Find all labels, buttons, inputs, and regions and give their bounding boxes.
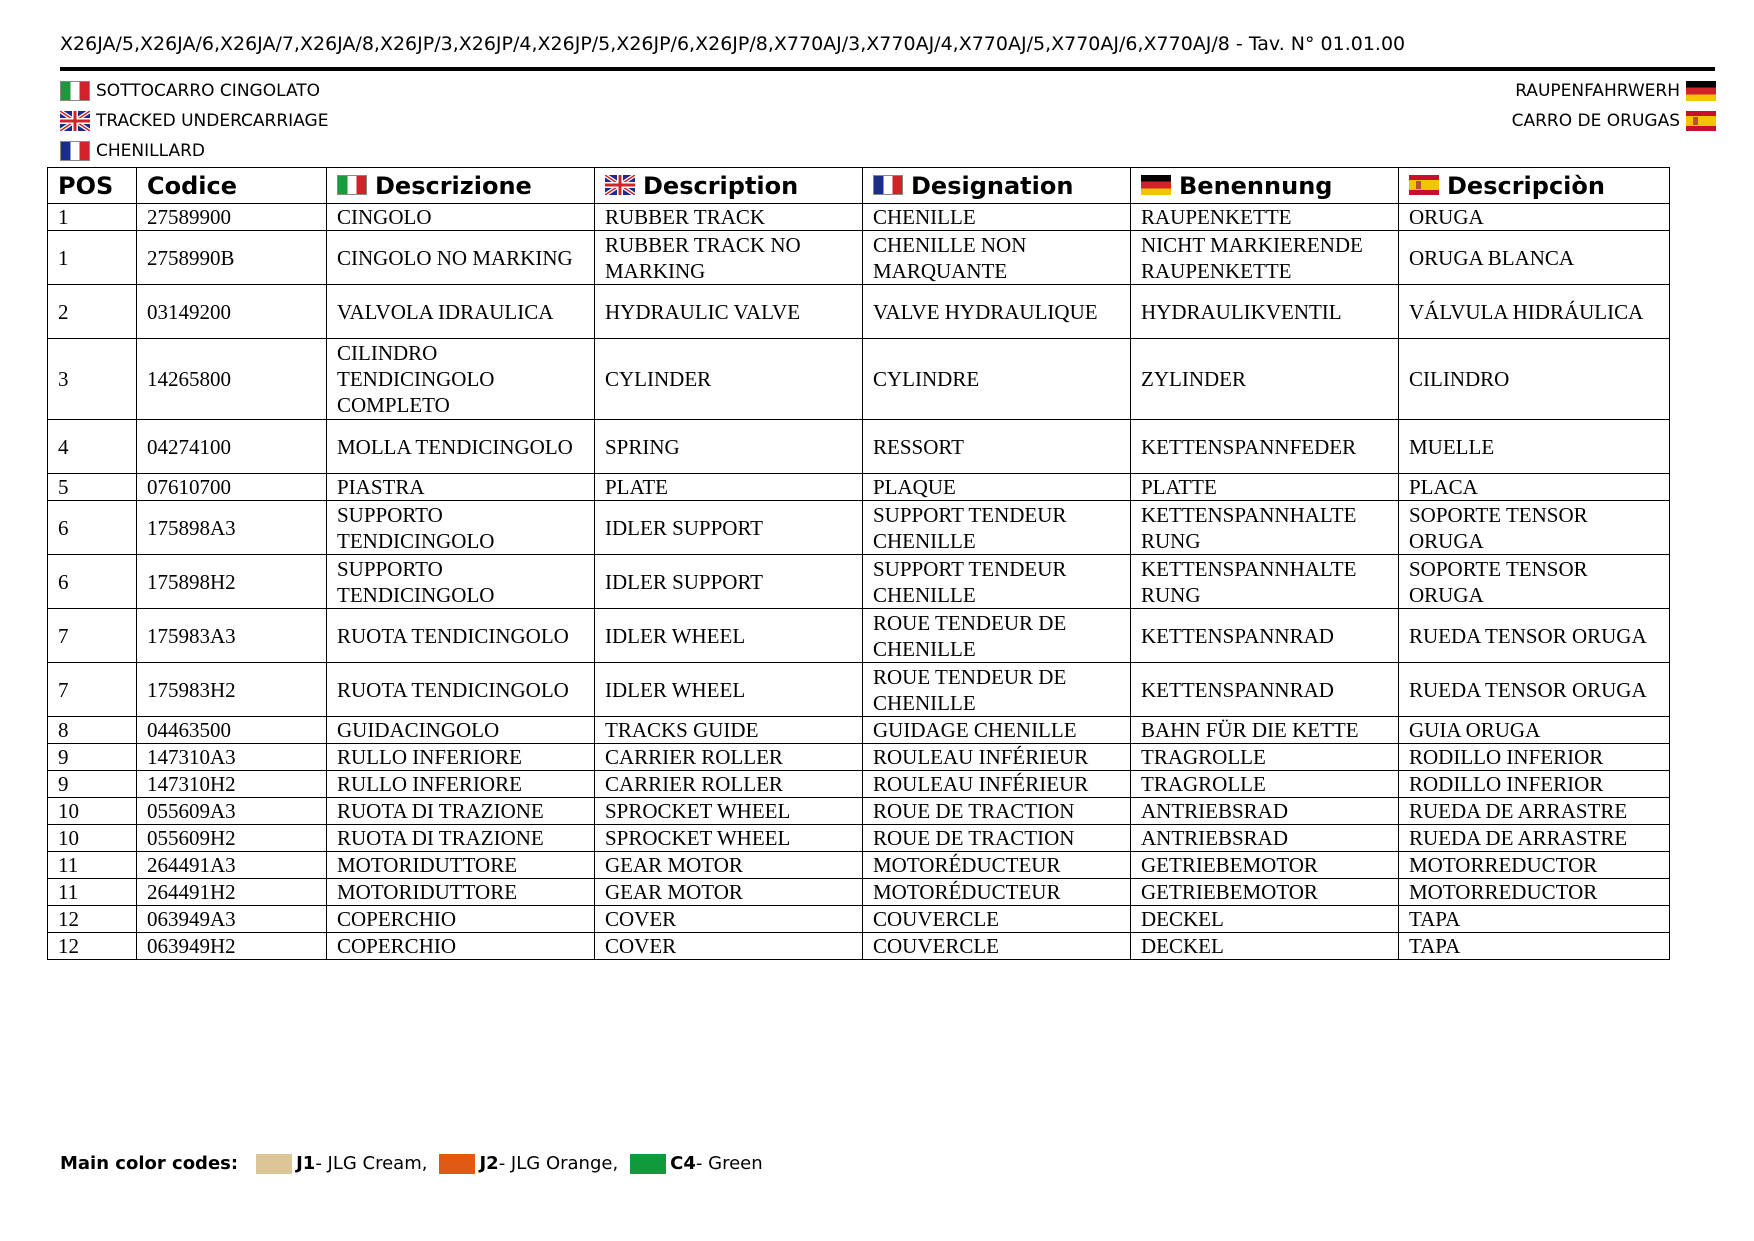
title-italian <box>60 76 328 106</box>
cell-de: TRAGROLLE <box>1131 744 1399 771</box>
cell-fr: SUPPORT TENDEUR CHENILLE <box>863 555 1131 609</box>
cell-it: PIASTRA <box>327 474 595 501</box>
it-flag-icon <box>337 175 367 195</box>
cell-pos: 4 <box>48 420 137 474</box>
color-swatch <box>439 1154 475 1174</box>
cell-de: ANTRIEBSRAD <box>1131 825 1399 852</box>
cell-en: CARRIER ROLLER <box>595 771 863 798</box>
table-header-row <box>48 168 1670 204</box>
legend-color-name: - JLG Orange, <box>498 1153 619 1174</box>
cell-pos: 3 <box>48 339 137 420</box>
cell-es: PLACA <box>1399 474 1670 501</box>
header-pos: POS <box>48 168 137 204</box>
cell-es: RUEDA DE ARRASTRE <box>1399 825 1670 852</box>
cell-es: TAPA <box>1399 933 1670 960</box>
title-italian-text: SOTTOCARRO CINGOLATO <box>96 81 321 101</box>
cell-pos: 9 <box>48 771 137 798</box>
cell-pos: 12 <box>48 933 137 960</box>
cell-es: VÁLVULA HIDRÁULICA <box>1399 285 1670 339</box>
cell-code: 175898A3 <box>137 501 327 555</box>
language-titles-right <box>1512 76 1716 136</box>
header-italian: Descrizione <box>327 168 595 204</box>
es-flag-icon <box>1686 111 1716 131</box>
table-row <box>48 771 1670 798</box>
cell-es: RUEDA TENSOR ORUGA <box>1399 663 1670 717</box>
parts-table-body <box>48 204 1670 960</box>
cell-de: ANTRIEBSRAD <box>1131 798 1399 825</box>
parts-table <box>47 167 1670 960</box>
cell-en: COVER <box>595 906 863 933</box>
cell-pos: 7 <box>48 663 137 717</box>
cell-en: IDLER WHEEL <box>595 609 863 663</box>
cell-code: 175983A3 <box>137 609 327 663</box>
it-flag-icon <box>60 81 90 101</box>
cell-en: HYDRAULIC VALVE <box>595 285 863 339</box>
cell-es: SOPORTE TENSOR ORUGA <box>1399 501 1670 555</box>
cell-de: KETTENSPANNHALTE RUNG <box>1131 555 1399 609</box>
cell-it: RULLO INFERIORE <box>327 744 595 771</box>
title-spanish <box>1512 106 1716 136</box>
legend-color-name: - Green <box>695 1153 763 1174</box>
cell-fr: ROUE TENDEUR DE CHENILLE <box>863 663 1131 717</box>
color-swatch <box>256 1154 292 1174</box>
cell-en: GEAR MOTOR <box>595 879 863 906</box>
legend-item-c4 <box>630 1153 762 1174</box>
cell-pos: 10 <box>48 825 137 852</box>
legend-item-j2 <box>439 1153 618 1174</box>
cell-it: RULLO INFERIORE <box>327 771 595 798</box>
header-french: Designation <box>863 168 1131 204</box>
cell-fr: VALVE HYDRAULIQUE <box>863 285 1131 339</box>
cell-code: 2758990B <box>137 231 327 285</box>
color-swatch <box>630 1154 666 1174</box>
cell-de: GETRIEBEMOTOR <box>1131 879 1399 906</box>
cell-pos: 10 <box>48 798 137 825</box>
cell-es: CILINDRO <box>1399 339 1670 420</box>
uk-flag-icon <box>60 111 90 131</box>
cell-es: ORUGA <box>1399 204 1670 231</box>
cell-fr: ROULEAU INFÉRIEUR <box>863 744 1131 771</box>
cell-en: CYLINDER <box>595 339 863 420</box>
title-english <box>60 106 328 136</box>
language-titles-left <box>60 76 328 166</box>
cell-en: SPROCKET WHEEL <box>595 825 863 852</box>
table-row <box>48 879 1670 906</box>
cell-de: ZYLINDER <box>1131 339 1399 420</box>
cell-pos: 1 <box>48 231 137 285</box>
header-code: Codice <box>137 168 327 204</box>
cell-fr: GUIDAGE CHENILLE <box>863 717 1131 744</box>
cell-code: 147310H2 <box>137 771 327 798</box>
cell-en: CARRIER ROLLER <box>595 744 863 771</box>
uk-flag-icon <box>605 175 635 195</box>
cell-fr: SUPPORT TENDEUR CHENILLE <box>863 501 1131 555</box>
cell-es: GUIA ORUGA <box>1399 717 1670 744</box>
table-row <box>48 285 1670 339</box>
cell-code: 03149200 <box>137 285 327 339</box>
cell-it: RUOTA TENDICINGOLO <box>327 609 595 663</box>
cell-es: RODILLO INFERIOR <box>1399 771 1670 798</box>
cell-it: COPERCHIO <box>327 906 595 933</box>
cell-it: MOLLA TENDICINGOLO <box>327 420 595 474</box>
table-row <box>48 420 1670 474</box>
cell-es: ORUGA BLANCA <box>1399 231 1670 285</box>
cell-pos: 2 <box>48 285 137 339</box>
title-french <box>60 136 328 166</box>
cell-es: TAPA <box>1399 906 1670 933</box>
header-english: Description <box>595 168 863 204</box>
cell-code: 063949H2 <box>137 933 327 960</box>
cell-es: SOPORTE TENSOR ORUGA <box>1399 555 1670 609</box>
cell-fr: CHENILLE <box>863 204 1131 231</box>
cell-fr: CHENILLE NON MARQUANTE <box>863 231 1131 285</box>
cell-de: KETTENSPANNFEDER <box>1131 420 1399 474</box>
legend-label: Main color codes: <box>60 1153 239 1174</box>
table-row <box>48 555 1670 609</box>
cell-de: NICHT MARKIERENDE RAUPENKETTE <box>1131 231 1399 285</box>
cell-de: GETRIEBEMOTOR <box>1131 852 1399 879</box>
cell-it: CINGOLO <box>327 204 595 231</box>
cell-code: 14265800 <box>137 339 327 420</box>
table-row <box>48 474 1670 501</box>
cell-code: 175983H2 <box>137 663 327 717</box>
table-row <box>48 717 1670 744</box>
table-row <box>48 339 1670 420</box>
cell-fr: MOTORÉDUCTEUR <box>863 879 1131 906</box>
cell-en: IDLER SUPPORT <box>595 501 863 555</box>
cell-it: MOTORIDUTTORE <box>327 852 595 879</box>
cell-de: KETTENSPANNRAD <box>1131 609 1399 663</box>
title-spanish-text: CARRO DE ORUGAS <box>1511 111 1680 131</box>
cell-code: 04274100 <box>137 420 327 474</box>
cell-es: MOTORREDUCTOR <box>1399 852 1670 879</box>
cell-en: IDLER WHEEL <box>595 663 863 717</box>
cell-en: GEAR MOTOR <box>595 852 863 879</box>
cell-fr: CYLINDRE <box>863 339 1131 420</box>
cell-de: KETTENSPANNHALTE RUNG <box>1131 501 1399 555</box>
cell-it: RUOTA DI TRAZIONE <box>327 825 595 852</box>
de-flag-icon <box>1686 81 1716 101</box>
table-row <box>48 663 1670 717</box>
cell-it: RUOTA DI TRAZIONE <box>327 798 595 825</box>
title-german-text: RAUPENFAHRWERH <box>1515 81 1680 101</box>
title-french-text: CHENILLARD <box>96 141 205 161</box>
cell-it: RUOTA TENDICINGOLO <box>327 663 595 717</box>
table-row <box>48 825 1670 852</box>
cell-de: RAUPENKETTE <box>1131 204 1399 231</box>
legend-code: J2 <box>479 1153 499 1174</box>
cell-it: SUPPORTO TENDICINGOLO <box>327 501 595 555</box>
de-flag-icon <box>1141 175 1171 195</box>
table-row <box>48 852 1670 879</box>
cell-en: SPRING <box>595 420 863 474</box>
table-row <box>48 204 1670 231</box>
cell-fr: PLAQUE <box>863 474 1131 501</box>
cell-pos: 12 <box>48 906 137 933</box>
cell-it: MOTORIDUTTORE <box>327 879 595 906</box>
document-title: X26JA/5,X26JA/6,X26JA/7,X26JA/8,X26JP/3,X26JP/4,X26JP/5,X26JP/6,X26JP/8,X770AJ/3,X770AJ/4,X770AJ/5,X770AJ/6,X770AJ/8 - Tav. N° 01.01.00 <box>60 33 1406 55</box>
cell-es: RODILLO INFERIOR <box>1399 744 1670 771</box>
cell-code: 055609A3 <box>137 798 327 825</box>
cell-es: RUEDA DE ARRASTRE <box>1399 798 1670 825</box>
cell-pos: 11 <box>48 852 137 879</box>
cell-pos: 1 <box>48 204 137 231</box>
cell-pos: 6 <box>48 501 137 555</box>
cell-pos: 11 <box>48 879 137 906</box>
cell-pos: 6 <box>48 555 137 609</box>
cell-de: PLATTE <box>1131 474 1399 501</box>
cell-code: 147310A3 <box>137 744 327 771</box>
cell-de: DECKEL <box>1131 933 1399 960</box>
table-row <box>48 933 1670 960</box>
cell-fr: ROUE DE TRACTION <box>863 825 1131 852</box>
fr-flag-icon <box>60 141 90 161</box>
fr-flag-icon <box>873 175 903 195</box>
cell-code: 055609H2 <box>137 825 327 852</box>
cell-pos: 5 <box>48 474 137 501</box>
cell-code: 175898H2 <box>137 555 327 609</box>
cell-code: 04463500 <box>137 717 327 744</box>
table-row <box>48 906 1670 933</box>
es-flag-icon <box>1409 175 1439 195</box>
legend-item-j1 <box>256 1153 427 1174</box>
cell-it: VALVOLA IDRAULICA <box>327 285 595 339</box>
cell-pos: 7 <box>48 609 137 663</box>
legend-color-name: - JLG Cream, <box>315 1153 428 1174</box>
table-row <box>48 231 1670 285</box>
cell-de: DECKEL <box>1131 906 1399 933</box>
cell-en: PLATE <box>595 474 863 501</box>
cell-de: KETTENSPANNRAD <box>1131 663 1399 717</box>
cell-en: COVER <box>595 933 863 960</box>
cell-en: IDLER SUPPORT <box>595 555 863 609</box>
cell-fr: COUVERCLE <box>863 933 1131 960</box>
cell-es: RUEDA TENSOR ORUGA <box>1399 609 1670 663</box>
legend-code: J1 <box>296 1153 316 1174</box>
cell-code: 27589900 <box>137 204 327 231</box>
cell-fr: RESSORT <box>863 420 1131 474</box>
cell-es: MOTORREDUCTOR <box>1399 879 1670 906</box>
cell-de: HYDRAULIKVENTIL <box>1131 285 1399 339</box>
cell-pos: 9 <box>48 744 137 771</box>
cell-en: SPROCKET WHEEL <box>595 798 863 825</box>
cell-fr: COUVERCLE <box>863 906 1131 933</box>
cell-es: MUELLE <box>1399 420 1670 474</box>
cell-fr: ROULEAU INFÉRIEUR <box>863 771 1131 798</box>
header-spanish: Descripciòn <box>1399 168 1670 204</box>
cell-en: RUBBER TRACK NO MARKING <box>595 231 863 285</box>
cell-it: SUPPORTO TENDICINGOLO <box>327 555 595 609</box>
title-english-text: TRACKED UNDERCARRIAGE <box>96 111 329 131</box>
cell-en: RUBBER TRACK <box>595 204 863 231</box>
header-german: Benennung <box>1131 168 1399 204</box>
cell-it: CINGOLO NO MARKING <box>327 231 595 285</box>
cell-de: TRAGROLLE <box>1131 771 1399 798</box>
cell-fr: MOTORÉDUCTEUR <box>863 852 1131 879</box>
title-german <box>1512 76 1716 106</box>
cell-en: TRACKS GUIDE <box>595 717 863 744</box>
table-row <box>48 501 1670 555</box>
table-row <box>48 798 1670 825</box>
cell-it: CILINDRO TENDICINGOLO COMPLETO <box>327 339 595 420</box>
cell-de: BAHN FÜR DIE KETTE <box>1131 717 1399 744</box>
legend-code: C4 <box>670 1153 696 1174</box>
color-legend <box>60 1153 775 1174</box>
cell-it: COPERCHIO <box>327 933 595 960</box>
table-row <box>48 744 1670 771</box>
cell-code: 264491A3 <box>137 852 327 879</box>
cell-code: 264491H2 <box>137 879 327 906</box>
cell-fr: ROUE DE TRACTION <box>863 798 1131 825</box>
cell-it: GUIDACINGOLO <box>327 717 595 744</box>
cell-fr: ROUE TENDEUR DE CHENILLE <box>863 609 1131 663</box>
table-row <box>48 609 1670 663</box>
cell-code: 063949A3 <box>137 906 327 933</box>
cell-pos: 8 <box>48 717 137 744</box>
header-divider <box>60 67 1715 71</box>
cell-code: 07610700 <box>137 474 327 501</box>
